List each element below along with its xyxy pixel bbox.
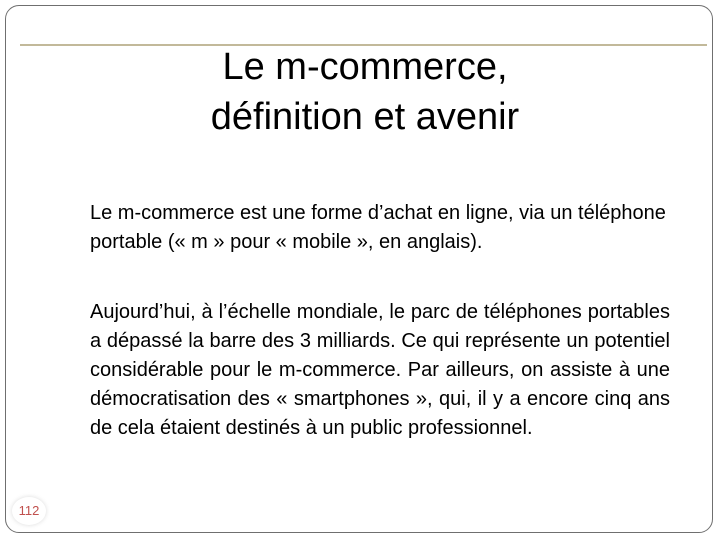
- slide-title-line-1: Le m-commerce,: [222, 46, 508, 88]
- slide-title-line-2: définition et avenir: [210, 96, 520, 138]
- paragraph-definition: Le m-commerce est une forme d’achat en ligne, via un téléphone portable (« m » pour « mobile », en anglais).: [90, 202, 666, 253]
- slide-number-badge: 112: [12, 497, 46, 525]
- slide-title: [0, 42, 720, 142]
- paragraph-future: Aujourd’hui, à l’échelle mondiale, le parc de téléphones portables a dépassé la barre des 3 milliards. Ce qui représente un potentiel considérable pour le m-commerce. Par ailleurs, on assiste à une démocratisation des « smartphones », qui, il y a encore cinq ans de cela étaient destinés à un public professionnel.: [90, 301, 670, 439]
